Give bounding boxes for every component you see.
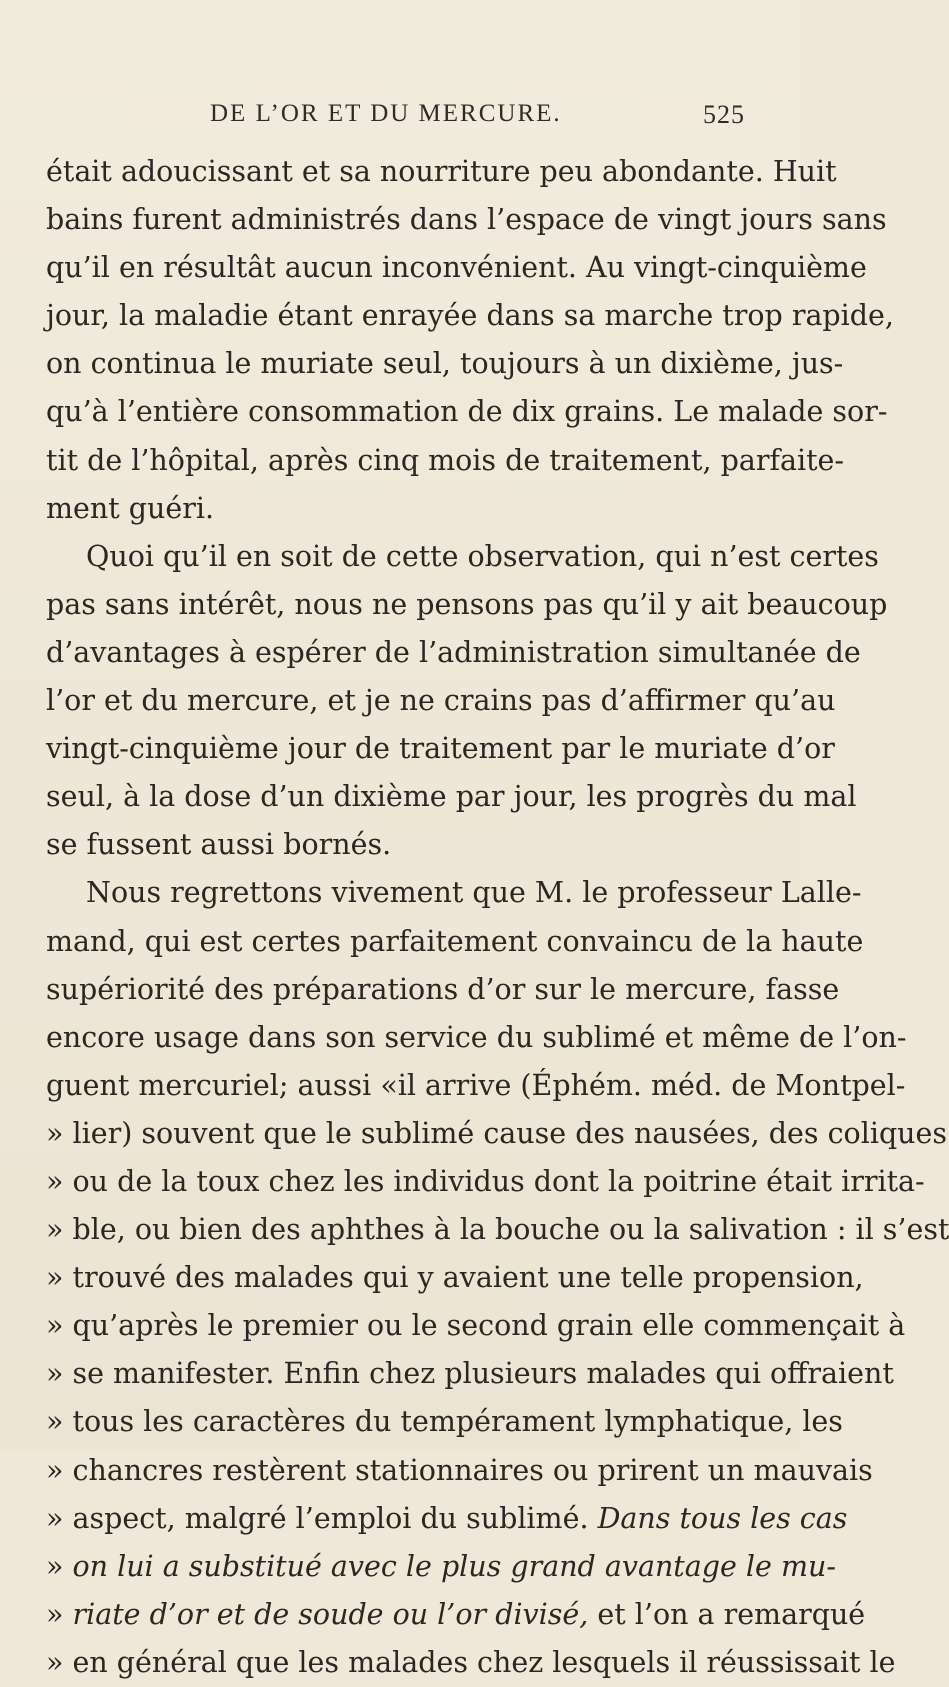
italic-segment: Dans tous les cas [597,1501,848,1535]
text-line: » lier) souvent que le sublimé cause des nausées, des coliques [46,1116,948,1150]
text-line: » ble, ou bien des aphthes à la bouche ou la salivation : il s’est [46,1213,949,1247]
text-line-mixed [46,1495,848,1543]
text-line-mixed [46,1591,866,1639]
text-line: qu’à l’entière consommation de dix grains. Le malade sor- [46,395,888,429]
text-line-mixed [46,1543,836,1591]
text-line: Quoi qu’il en soit de cette observation, qui n’est certes [86,539,879,573]
text-line: supériorité des préparations d’or sur le mercure, fasse [46,972,840,1006]
italic-segment: on lui a substitué avec le plus grand avantage le mu- [72,1549,836,1583]
text-line: jour, la maladie étant enrayée dans sa marche trop rapide, [46,299,894,333]
text-line: » ou de la toux chez les individus dont la poitrine était irrita- [46,1164,925,1198]
text-segment: » [46,1549,73,1583]
text-line: » chancres restèrent stationnaires ou prirent un mauvais [46,1453,873,1487]
text-line: était adoucissant et sa nourriture peu abondante. Huit [46,155,837,188]
text-line: guent mercuriel; aussi «il arrive (Éphém. méd. de Montpel- [46,1068,906,1102]
text-line: vingt-cinquième jour de traitement par le muriate d’or [46,732,835,766]
text-line: d’avantages à espérer de l’administration simultanée de [46,635,861,669]
text-segment: » aspect, malgré l’emploi du sublimé. [46,1501,589,1535]
text-line: l’or et du mercure, et je ne crains pas d’affirmer qu’au [46,684,836,718]
text-line: encore usage dans son service du sublimé et même de l’on- [46,1020,907,1054]
text-line: » se manifester. Enfin chez plusieurs malades qui offraient [46,1357,894,1391]
page-number: 525 [703,100,745,129]
running-title: DE L’OR ET DU MERCURE. [210,100,562,127]
text-line: » tous les caractères du tempérament lymphatique, les [46,1405,843,1439]
italic-segment: riate d’or et de soude ou l’or divisé, [72,1597,589,1631]
text-line: tit de l’hôpital, après cinq mois de traitement, parfaite- [46,443,845,477]
text-segment: et l’on a remarqué [588,1597,866,1631]
text-line: » en général que les malades chez lesquels il réussissait le [46,1645,896,1679]
text-line: se fussent aussi bornés. [46,828,392,862]
text-segment: » [46,1597,73,1631]
text-line: ment guéri. [46,491,215,525]
text-line: » trouvé des malades qui y avaient une telle propension, [46,1261,864,1295]
text-line: on continua le muriate seul, toujours à un dixième, jus- [46,347,844,381]
text-line: Nous regrettons vivement que M. le professeur Lalle- [86,876,862,910]
text-line: » qu’après le premier ou le second grain elle commençait à [46,1309,906,1343]
body-text [46,148,949,1687]
text-line: seul, à la dose d’un dixième par jour, les progrès du mal [46,780,857,814]
text-line: qu’il en résultât aucun inconvénient. Au vingt-cinquième [46,251,867,285]
text-line: pas sans intérêt, nous ne pensons pas qu’il y ait beaucoup [46,587,888,621]
text-line: bains furent administrés dans l’espace de vingt jours sans [46,203,887,237]
text-line: mand, qui est certes parfaitement convaincu de la haute [46,924,864,958]
